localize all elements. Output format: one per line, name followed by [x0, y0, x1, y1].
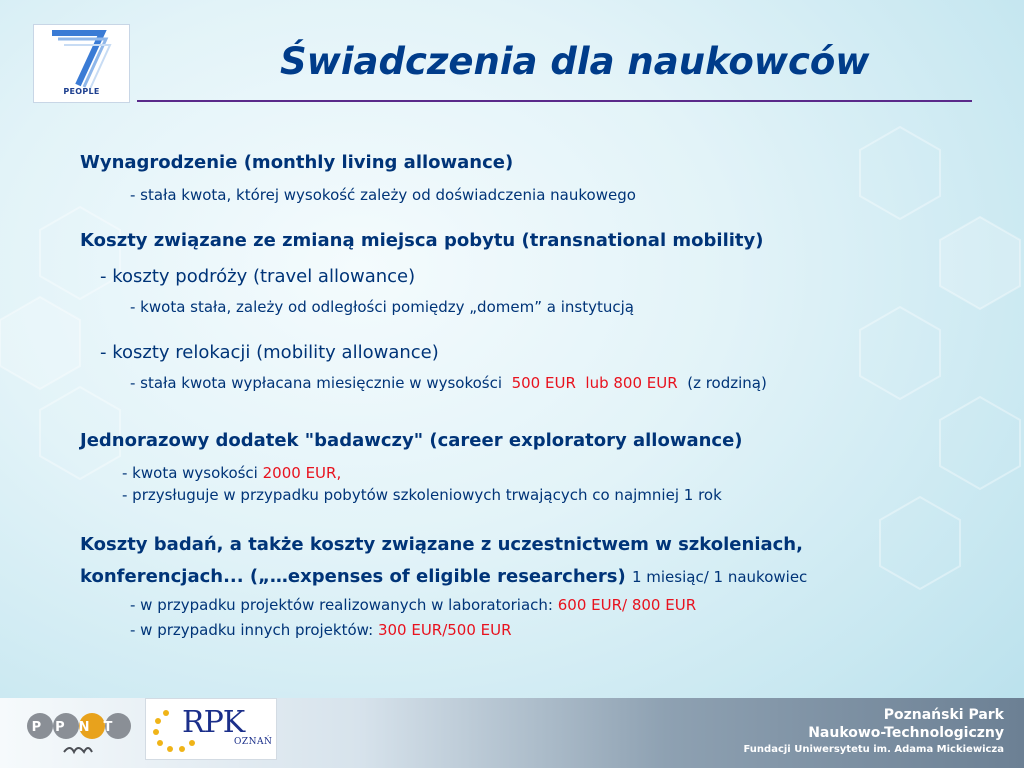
travel-allowance-item: - koszty podróży (travel allowance) [100, 266, 416, 287]
park-name-line2: Naukowo-Technologiczny [808, 725, 1004, 741]
relocation-item: - koszty relokacji (mobility allowance) [100, 342, 439, 363]
career-amount-prefix: - kwota wysokości [122, 464, 258, 482]
fp7-people-label: PEOPLE [63, 87, 100, 96]
wynagrodzenie-detail: - stała kwota, której wysokość zależy od doświadczenia naukowego [130, 186, 636, 204]
research-other-amount: 300 EUR/500 EUR [377, 621, 512, 639]
research-heading-suffix: 1 miesiąc/ 1 naukowiec [631, 568, 808, 586]
research-heading-text: konferencjach... („…expenses of eligible researchers) [80, 566, 626, 587]
footer-bar [0, 698, 1024, 768]
relocation-detail-prefix: - stała kwota wypłacana miesięcznie w wysokości [130, 374, 503, 392]
heading-mobility: Koszty związane ze zmianą miejsca pobytu (transnational mobility) [80, 230, 764, 251]
rpk-logo-sub: OZNAŃ [234, 737, 273, 747]
career-amount-value: 2000 EUR, [262, 464, 342, 482]
park-foundation: Fundacji Uniwersytetu im. Adama Mickiewicza [743, 744, 1004, 755]
park-name-line1: Poznański Park [883, 707, 1004, 723]
career-condition-item: - przysługuje w przypadku pobytów szkoleniowych trwających co najmniej 1 rok [122, 486, 722, 504]
relocation-suffix: (z rodziną) [687, 374, 767, 392]
rpk-logo-text: RPK [182, 705, 245, 740]
heading-research-line2 [80, 566, 807, 587]
research-lab-amount: 600 EUR/ 800 EUR [557, 596, 697, 614]
heading-career: Jednorazowy dodatek "badawczy" (career exploratory allowance) [80, 430, 743, 451]
research-lab-item [130, 596, 696, 614]
research-other-prefix: - w przypadku innych projektów: [130, 621, 374, 639]
research-other-item [130, 621, 512, 639]
page-title: Świadczenia dla naukowców [280, 40, 870, 83]
ppnt-logo [24, 706, 134, 762]
heading-wynagrodzenie: Wynagrodzenie (monthly living allowance) [80, 152, 514, 173]
title-divider [137, 100, 972, 102]
career-amount-item [122, 464, 341, 482]
research-lab-prefix: - w przypadku projektów realizowanych w laboratoriach: [130, 596, 553, 614]
park-name [808, 706, 1004, 742]
ppnt-logo-text: PPNT [31, 720, 127, 735]
rpk-logo [145, 698, 277, 760]
heading-research-line1: Koszty badań, a także koszty związane z uczestnictwem w szkoleniach, [80, 534, 803, 555]
relocation-amount-800: lub 800 EUR [585, 374, 678, 392]
relocation-amount-500: 500 EUR [511, 374, 576, 392]
fp7-people-logo [33, 24, 130, 103]
travel-allowance-detail: - kwota stała, zależy od odległości pomiędzy „domem” a instytucją [130, 298, 634, 316]
relocation-detail [130, 374, 767, 392]
